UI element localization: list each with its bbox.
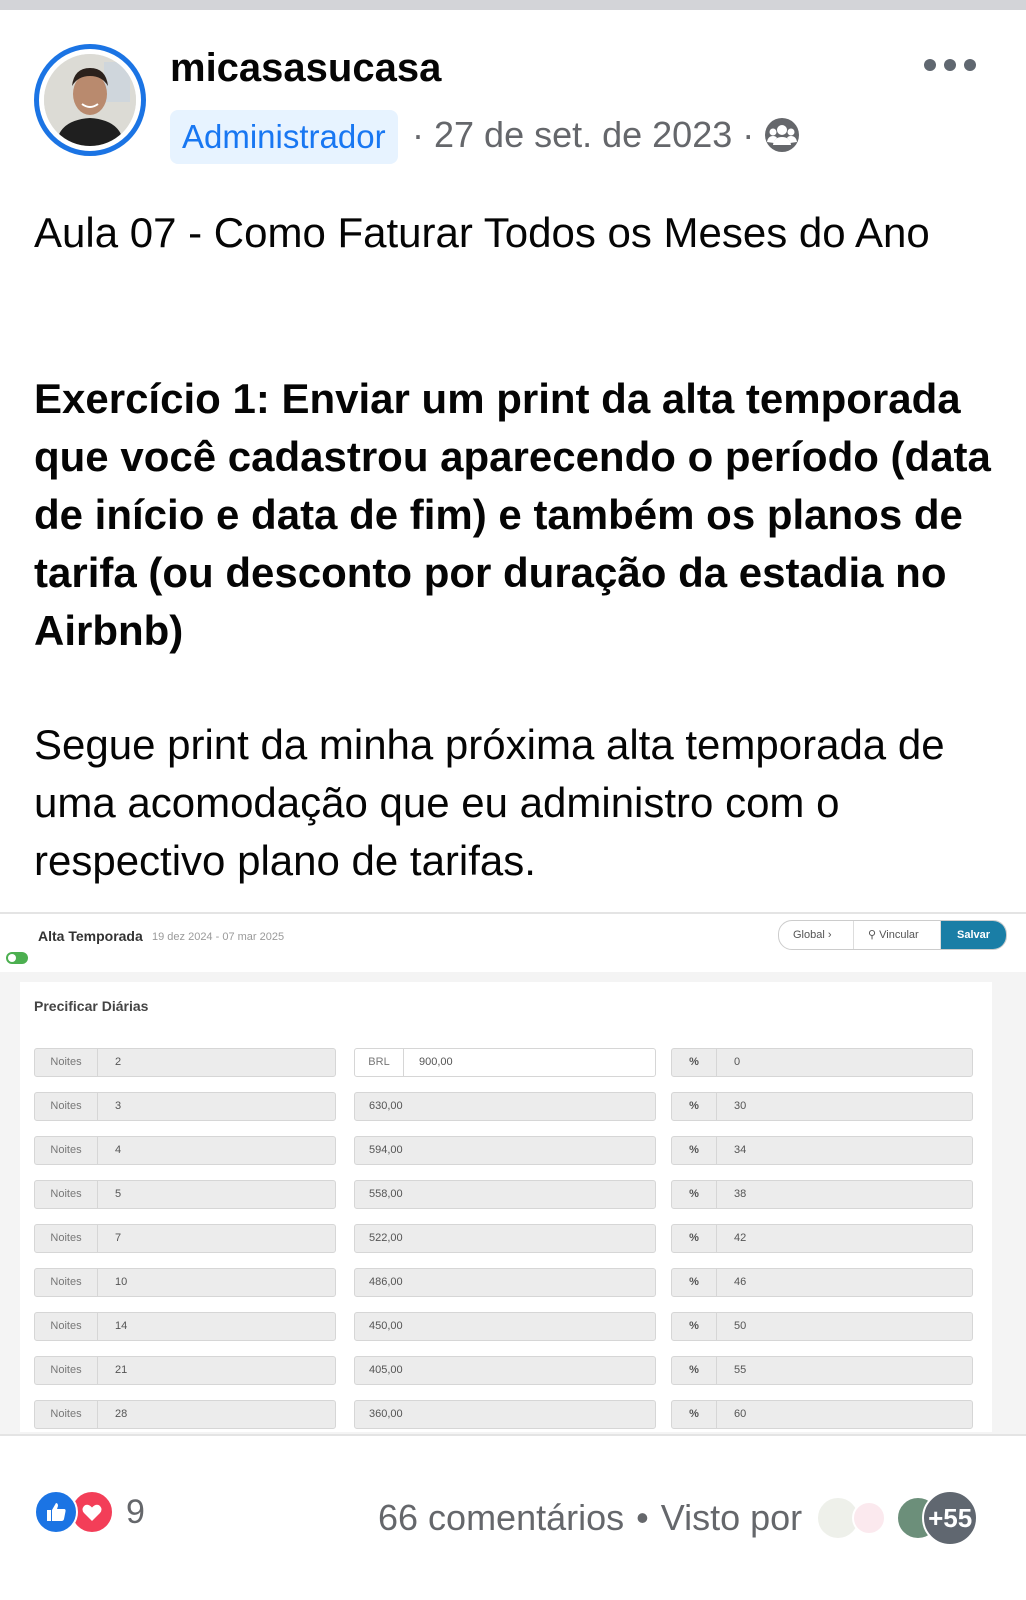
viewer-avatar xyxy=(852,1501,886,1535)
pricing-row xyxy=(34,1400,976,1436)
nights-label: Noites xyxy=(35,1181,98,1208)
price-field xyxy=(354,1400,656,1429)
price-value: 360,00 xyxy=(369,1408,403,1420)
post-stats xyxy=(378,1490,978,1546)
discount-value: 0 xyxy=(734,1056,741,1068)
nights-value: 21 xyxy=(115,1364,128,1376)
price-field xyxy=(354,1092,656,1121)
discount-field xyxy=(671,1312,973,1341)
link-button xyxy=(854,921,941,949)
price-field xyxy=(354,1312,656,1341)
discount-field xyxy=(671,1092,973,1121)
reactions[interactable] xyxy=(34,1488,145,1536)
save-button: Salvar xyxy=(941,921,1006,949)
nights-label: Noites xyxy=(35,1313,98,1340)
nights-label: Noites xyxy=(35,1093,98,1120)
discount-field xyxy=(671,1180,973,1209)
pricing-row xyxy=(34,1092,976,1136)
price-value: 900,00 xyxy=(419,1056,453,1068)
pricing-row xyxy=(34,1312,976,1356)
pricing-rows xyxy=(34,1048,976,1436)
percent-label: % xyxy=(672,1093,717,1120)
nights-label: Noites xyxy=(35,1357,98,1384)
percent-label: % xyxy=(672,1313,717,1340)
price-value: 450,00 xyxy=(369,1320,403,1332)
nights-value: 4 xyxy=(115,1144,122,1156)
link-button-label: Vincular xyxy=(879,929,919,941)
percent-label: % xyxy=(672,1269,717,1296)
price-field xyxy=(354,1356,656,1385)
season-header xyxy=(0,914,1026,972)
nights-value: 10 xyxy=(115,1276,128,1288)
pricing-row xyxy=(34,1268,976,1312)
percent-label: % xyxy=(672,1137,717,1164)
nights-field xyxy=(34,1312,336,1341)
price-field xyxy=(354,1268,656,1297)
chevron-right-icon: › xyxy=(827,929,832,941)
meta-dot: · xyxy=(412,114,424,155)
price-value: 630,00 xyxy=(369,1100,403,1112)
pricing-row xyxy=(34,1136,976,1180)
discount-field xyxy=(671,1224,973,1253)
panel-title: Precificar Diárias xyxy=(34,998,149,1014)
global-button-label: Global xyxy=(793,929,825,941)
nights-field xyxy=(34,1356,336,1385)
discount-field xyxy=(671,1136,973,1165)
top-bar xyxy=(0,0,1026,10)
discount-field xyxy=(671,1356,973,1385)
author-name[interactable]: micasasucasa xyxy=(170,46,442,90)
season-name: Alta Temporada xyxy=(38,928,143,944)
price-value: 594,00 xyxy=(369,1144,403,1156)
nights-label: Noites xyxy=(35,1225,98,1252)
meta-dot: · xyxy=(742,114,755,155)
nights-field xyxy=(34,1048,336,1077)
discount-field xyxy=(671,1400,973,1429)
like-icon xyxy=(34,1490,78,1534)
more-viewers-count[interactable]: +55 xyxy=(922,1490,978,1546)
post-body: Segue print da minha próxima alta temporada de uma acomodação que eu administro com o respectivo plano de tarifas. xyxy=(34,721,945,884)
price-field xyxy=(354,1180,656,1209)
reaction-count: 9 xyxy=(126,1492,145,1531)
price-value: 405,00 xyxy=(369,1364,403,1376)
price-value: 558,00 xyxy=(369,1188,403,1200)
discount-value: 34 xyxy=(734,1144,747,1156)
pricing-row xyxy=(34,1356,976,1400)
nights-value: 7 xyxy=(115,1232,122,1244)
link-icon: ⚲ xyxy=(868,929,880,941)
nights-label: Noites xyxy=(35,1137,98,1164)
percent-label: % xyxy=(672,1401,717,1428)
price-field xyxy=(354,1136,656,1165)
global-button xyxy=(779,921,854,949)
discount-value: 55 xyxy=(734,1364,747,1376)
currency-label: BRL xyxy=(355,1049,404,1076)
nights-field xyxy=(34,1224,336,1253)
percent-label: % xyxy=(672,1225,717,1252)
discount-value: 38 xyxy=(734,1188,747,1200)
price-value: 486,00 xyxy=(369,1276,403,1288)
season-dates: 19 dez 2024 - 07 mar 2025 xyxy=(152,931,285,943)
percent-label: % xyxy=(672,1049,717,1076)
pricing-row xyxy=(34,1180,976,1224)
pricing-row xyxy=(34,1224,976,1268)
price-field xyxy=(354,1224,656,1253)
discount-field xyxy=(671,1048,973,1077)
author-avatar[interactable] xyxy=(34,44,146,156)
nights-field xyxy=(34,1268,336,1297)
nights-field xyxy=(34,1400,336,1429)
comment-count[interactable]: 66 comentários xyxy=(378,1497,625,1538)
post-title: Aula 07 - Como Faturar Todos os Meses do Ano xyxy=(34,209,930,256)
role-badge: Administrador xyxy=(170,110,398,164)
percent-label: % xyxy=(672,1181,717,1208)
discount-value: 46 xyxy=(734,1276,747,1288)
nights-label: Noites xyxy=(35,1401,98,1428)
price-field xyxy=(354,1048,656,1077)
percent-label: % xyxy=(672,1357,717,1384)
seen-by-label[interactable]: Visto por xyxy=(660,1497,803,1538)
nights-value: 3 xyxy=(115,1100,122,1112)
price-value: 522,00 xyxy=(369,1232,403,1244)
post-meta xyxy=(412,114,800,156)
post-date[interactable]: 27 de set. de 2023 xyxy=(434,114,733,155)
discount-value: 60 xyxy=(734,1408,747,1420)
group-icon xyxy=(764,117,800,153)
post-exercise: Exercício 1: Enviar um print da alta temporada que você cadastrou aparecendo o período (data de início e data de fim) e também os planos de tarifa (ou desconto por duração da estadia no Airbnb) xyxy=(34,375,991,654)
nights-value: 28 xyxy=(115,1408,128,1420)
pricing-panel xyxy=(20,982,992,1432)
nights-field xyxy=(34,1136,336,1165)
discount-value: 50 xyxy=(734,1320,747,1332)
discount-value: 30 xyxy=(734,1100,747,1112)
avatar-photo xyxy=(44,54,136,146)
nights-value: 2 xyxy=(115,1056,122,1068)
nights-value: 14 xyxy=(115,1320,128,1332)
nights-field xyxy=(34,1092,336,1121)
discount-value: 42 xyxy=(734,1232,747,1244)
nights-label: Noites xyxy=(35,1269,98,1296)
nights-label: Noites xyxy=(35,1049,98,1076)
more-horizontal-icon[interactable] xyxy=(924,52,976,78)
nights-value: 5 xyxy=(115,1188,122,1200)
attached-image[interactable] xyxy=(0,912,1026,1436)
stats-separator: • xyxy=(636,1497,649,1538)
season-actions xyxy=(778,920,1007,950)
discount-field xyxy=(671,1268,973,1297)
pricing-row xyxy=(34,1048,976,1092)
nights-field xyxy=(34,1180,336,1209)
toggle-on-icon xyxy=(6,952,28,964)
